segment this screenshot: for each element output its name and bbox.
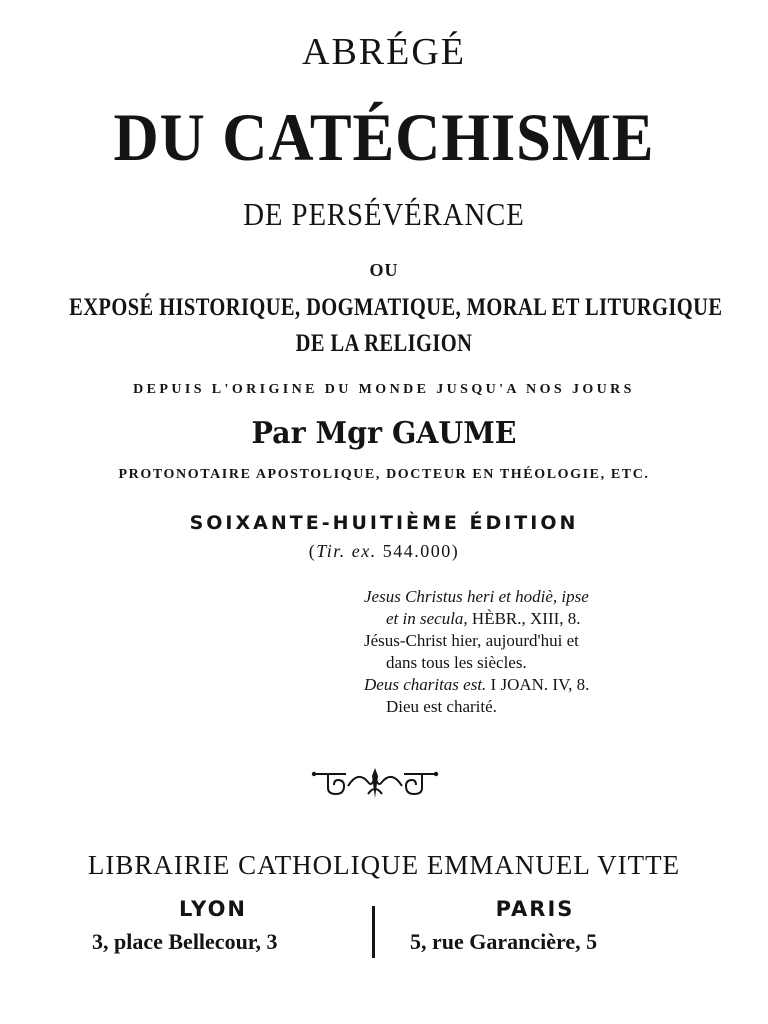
tirage-close: ) (451, 541, 460, 561)
epigraph-french-1-line-1: Jésus-Christ hier, aujourd'hui et (364, 631, 579, 650)
publisher-address-lyon: 3, place Bellecour, 3 (92, 929, 278, 954)
epigraph-latin-2 (364, 674, 714, 696)
title-perseverance: DE PERSÉVÉRANCE (243, 196, 525, 232)
epigraph-latin-2-ref: I JOAN. IV, 8. (490, 675, 590, 694)
ornament-icon (310, 764, 440, 800)
epigraph-latin-1-ref: HÈBR., XIII, 8. (471, 609, 581, 628)
epigraph-french-1-line-2: dans tous les siècles. (386, 653, 527, 672)
publisher-city-lyon: LYON (179, 897, 247, 921)
address-divider (372, 906, 375, 958)
tirage-open: ( (308, 541, 317, 561)
subtitle-line-1: EXPOSÉ HISTORIQUE, DOGMATIQUE, MORAL ET LITURGIQUE (69, 294, 723, 321)
epigraph-latin-1-line-1: Jesus Christus heri et hodiè, ipse (364, 587, 589, 606)
epigraph-french-2: Dieu est charité. (386, 697, 497, 716)
tirage-line (0, 541, 768, 562)
period-line: DEPUIS L'ORIGINE DU MONDE JUSQU'A NOS JOURS (133, 382, 635, 397)
tirage-label: Tir. ex. (316, 541, 377, 561)
epigraph-latin-1-text: et in secula, (386, 609, 468, 628)
title-abrege: ABRÉGÉ (302, 31, 466, 73)
title-main: DU CATÉCHISME (113, 99, 655, 175)
publisher-city-paris: PARIS (495, 897, 575, 921)
epigraph-latin-1-line-2 (364, 608, 714, 630)
epigraph-latin-2-text: Deus charitas est. (364, 675, 487, 694)
subtitle-line-2: DE LA RELIGION (295, 330, 473, 357)
author-byline: Par Mgr GAUME (251, 416, 517, 451)
title-conjunction: OU (369, 260, 399, 280)
publisher-address-paris: 5, rue Garancière, 5 (410, 929, 598, 954)
tirage-number: 544.000 (382, 541, 452, 561)
publisher-name: LIBRAIRIE CATHOLIQUE EMMANUEL VITTE (87, 850, 681, 880)
epigraph-block (364, 586, 714, 718)
author-credentials: PROTONOTAIRE APOSTOLIQUE, DOCTEUR EN THÉOLOGIE, ETC. (118, 467, 650, 482)
edition-label: SOIXANTE-HUITIÈME ÉDITION (189, 512, 579, 534)
